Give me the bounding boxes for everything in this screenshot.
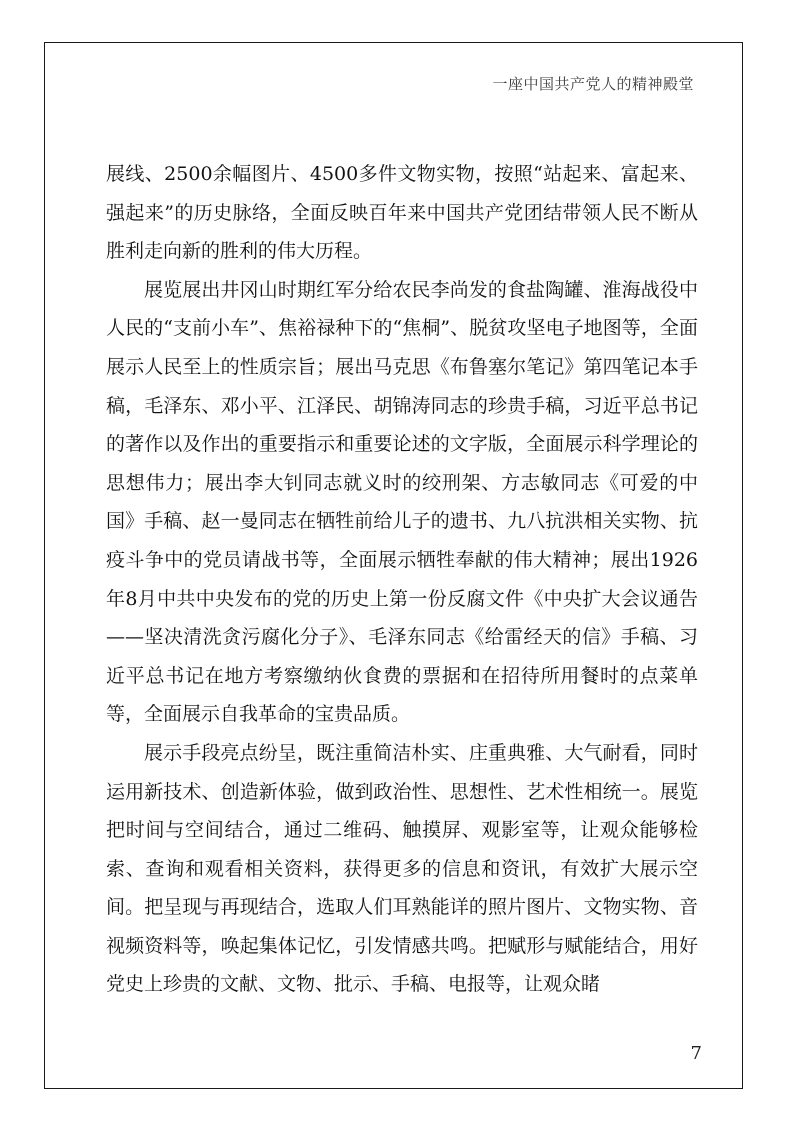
book-page	[44, 42, 743, 1089]
paragraph-display-methods: 展示手段亮点纷呈，既注重简洁朴实、庄重典雅、大气耐看，同时运用新技术、创造新体验，做到政治性、思想性、艺术性相统一。展览把时间与空间结合，通过二维码、触摸屏、观影室等，让观众能够检索、查询和观看相关资料，获得更多的信息和资讯，有效扩大展示空间。把呈现与再现结合，选取人们耳熟能详的照片图片、文物实物、音视频资料等，唤起集体记忆，引发情感共鸣。把赋形与赋能结合，用好党史上珍贵的文献、文物、批示、手稿、电报等，让观众睹	[106, 741, 698, 996]
running-header: 一座中国共产党人的精神殿堂	[492, 75, 694, 93]
body-text	[106, 155, 698, 1004]
page-number: 7	[690, 1043, 702, 1064]
paragraph-continued: 展线、2500余幅图片、4500多件文物实物，按照“站起来、富起来、强起来”的历史脉络，全面反映百年来中国共产党团结带领人民不断从胜利走向新的胜利的伟大历程。	[106, 163, 698, 263]
paragraph-exhibits: 展览展出井冈山时期红军分给农民李尚发的食盐陶罐、淮海战役中人民的“支前小车”、焦裕禄种下的“焦桐”、脱贫攻坚电子地图等，全面展示人民至上的性质宗旨；展出马克思《布鲁塞尔笔记》第四笔记本手稿，毛泽东、邓小平、江泽民、胡锦涛同志的珍贵手稿，习近平总书记的著作以及作出的重要指示和重要论述的文字版，全面展示科学理论的思想伟力；展出李大钊同志就义时的绞刑架、方志敏同志《可爱的中国》手稿、赵一曼同志在牺牲前给儿子的遗书、九八抗洪相关实物、抗疫斗争中的党员请战书等，全面展示牺牲奉献的伟大精神；展出1926年8月中共中央发布的党的历史上第一份反腐文件《中央扩大会议通告——坚决清洗贪污腐化分子》、毛泽东同志《给雷经天的信》手稿、习近平总书记在地方考察缴纳伙食费的票据和在招待所用餐时的点菜单等，全面展示自我革命的宝贵品质。	[106, 278, 698, 726]
